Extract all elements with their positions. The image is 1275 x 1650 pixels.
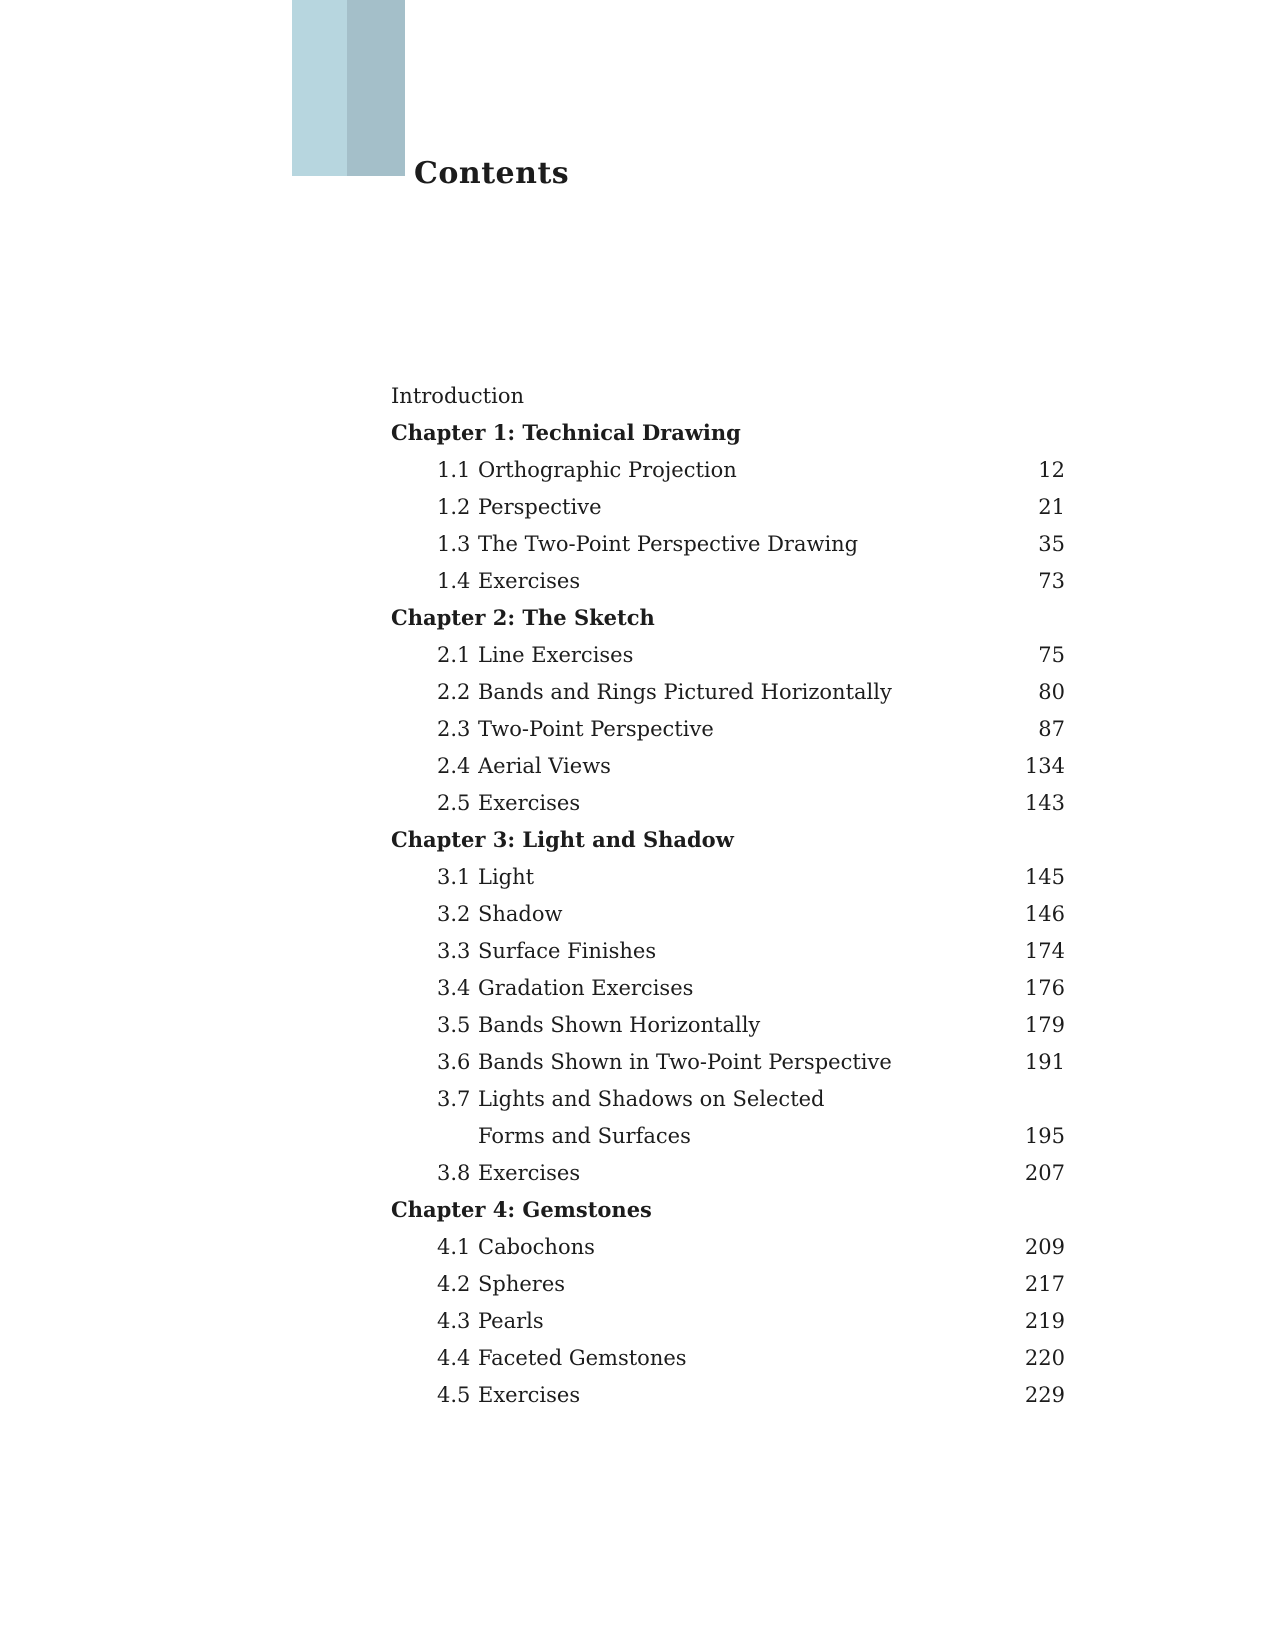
entry-page-number: 220 (1024, 1345, 1065, 1370)
toc-entry-introduction (391, 377, 1065, 414)
entry-number: 2.3 (437, 716, 471, 741)
entry-page-number: 21 (1038, 494, 1065, 519)
toc-entry (391, 1265, 1065, 1302)
entry-page-number: 146 (1024, 901, 1065, 926)
entry-title: Light (478, 864, 535, 889)
toc-entry (391, 1006, 1065, 1043)
entry-page-number: 195 (1024, 1123, 1065, 1148)
entry-title: Exercises (478, 1382, 581, 1407)
entry-number: 4.3 (437, 1308, 471, 1333)
entry-number: 1.1 (437, 457, 471, 482)
entry-number: 2.5 (437, 790, 471, 815)
decorative-bar-dark-blue (347, 0, 405, 176)
entry-number: 3.6 (437, 1049, 471, 1074)
entry-number: 3.4 (437, 975, 471, 1000)
toc-entry (391, 1080, 1065, 1117)
entry-title: Faceted Gemstones (478, 1345, 687, 1370)
entry-number: 2.4 (437, 753, 471, 778)
toc-entry (391, 636, 1065, 673)
entry-number: 3.7 (437, 1086, 471, 1111)
entry-title: Exercises (478, 1160, 581, 1185)
toc-entry (391, 488, 1065, 525)
entry-number: 4.5 (437, 1382, 471, 1407)
entry-title: Aerial Views (478, 753, 611, 778)
toc-entry (391, 858, 1065, 895)
entry-page-number: 75 (1038, 642, 1065, 667)
entry-title: Cabochons (478, 1234, 595, 1259)
entry-page-number: 134 (1024, 753, 1065, 778)
entry-page-number: 143 (1024, 790, 1065, 815)
entry-number: 3.2 (437, 901, 471, 926)
entry-page-number: 87 (1038, 716, 1065, 741)
entry-page-number: 191 (1024, 1049, 1065, 1074)
toc-entry (391, 1339, 1065, 1376)
entry-number: 4.2 (437, 1271, 471, 1296)
entry-page-number: 217 (1024, 1271, 1065, 1296)
decorative-bar-light-blue (292, 0, 347, 176)
entry-number: 3.3 (437, 938, 471, 963)
chapter-heading (391, 414, 1065, 451)
entry-title: Surface Finishes (478, 938, 657, 963)
table-of-contents (391, 377, 1065, 1413)
chapter-heading-label: Chapter 2: The Sketch (391, 605, 655, 630)
entry-title: Shadow (478, 901, 563, 926)
toc-entry (391, 895, 1065, 932)
toc-entry (391, 1228, 1065, 1265)
entry-page-number: 229 (1024, 1382, 1065, 1407)
entry-number: 1.2 (437, 494, 471, 519)
entry-title: Exercises (478, 790, 581, 815)
entry-number: 3.1 (437, 864, 471, 889)
entry-page-number: 209 (1024, 1234, 1065, 1259)
entry-title: The Two-Point Perspective Drawing (478, 531, 859, 556)
entry-page-number: 179 (1024, 1012, 1065, 1037)
entry-title: Perspective (478, 494, 602, 519)
toc-entry (391, 525, 1065, 562)
entry-title: Gradation Exercises (478, 975, 694, 1000)
entry-page-number: 219 (1024, 1308, 1065, 1333)
toc-entry (391, 932, 1065, 969)
entry-page-number: 35 (1038, 531, 1065, 556)
entry-title: Lights and Shadows on Selected (478, 1086, 825, 1111)
toc-entry (391, 1376, 1065, 1413)
toc-entry (391, 747, 1065, 784)
entry-page-number: 80 (1038, 679, 1065, 704)
entry-title: Exercises (478, 568, 581, 593)
entry-page-number: 12 (1038, 457, 1065, 482)
entry-title-line2: Forms and Surfaces (478, 1123, 691, 1148)
entry-number: 1.3 (437, 531, 471, 556)
toc-entry (391, 1302, 1065, 1339)
toc-entry (391, 673, 1065, 710)
chapter-heading (391, 599, 1065, 636)
entry-title: Introduction (391, 383, 524, 408)
chapter-heading-label: Chapter 3: Light and Shadow (391, 827, 734, 852)
chapter-heading-label: Chapter 4: Gemstones (391, 1197, 652, 1222)
entry-number: 1.4 (437, 568, 471, 593)
entry-title: Bands and Rings Pictured Horizontally (478, 679, 892, 704)
toc-entry-continuation (391, 1117, 1065, 1154)
chapter-heading (391, 1191, 1065, 1228)
toc-entry (391, 451, 1065, 488)
entry-title: Orthographic Projection (478, 457, 737, 482)
entry-title: Line Exercises (478, 642, 634, 667)
chapter-heading-label: Chapter 1: Technical Drawing (391, 420, 741, 445)
toc-entry (391, 562, 1065, 599)
entry-page-number: 174 (1024, 938, 1065, 963)
entry-page-number: 207 (1024, 1160, 1065, 1185)
entry-number: 2.1 (437, 642, 471, 667)
entry-title: Spheres (478, 1271, 566, 1296)
page-title: Contents (414, 156, 570, 192)
toc-entry (391, 710, 1065, 747)
entry-number: 3.5 (437, 1012, 471, 1037)
chapter-heading (391, 821, 1065, 858)
entry-number: 4.1 (437, 1234, 471, 1259)
entry-title: Pearls (478, 1308, 544, 1333)
entry-title: Bands Shown Horizontally (478, 1012, 761, 1037)
toc-entry (391, 784, 1065, 821)
entry-page-number: 145 (1024, 864, 1065, 889)
entry-page-number: 176 (1024, 975, 1065, 1000)
toc-entry (391, 1043, 1065, 1080)
entry-page-number: 73 (1038, 568, 1065, 593)
entry-title: Two-Point Perspective (478, 716, 714, 741)
toc-entry (391, 1154, 1065, 1191)
entry-number: 2.2 (437, 679, 471, 704)
toc-entry (391, 969, 1065, 1006)
entry-title: Bands Shown in Two-Point Perspective (478, 1049, 892, 1074)
entry-number: 4.4 (437, 1345, 471, 1370)
entry-number: 3.8 (437, 1160, 471, 1185)
